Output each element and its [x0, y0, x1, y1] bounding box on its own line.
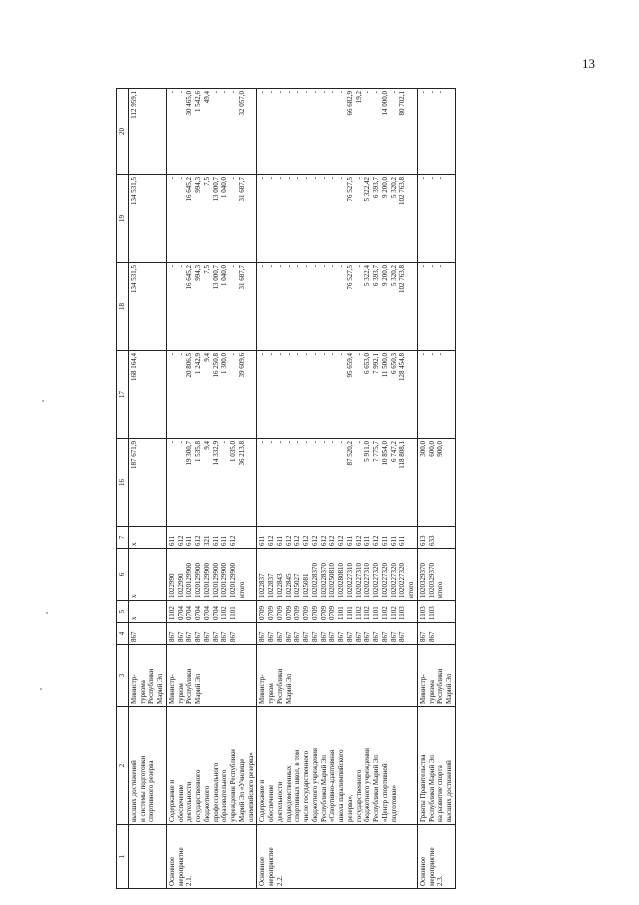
table-row	[417, 89, 455, 889]
cell-executor: Министр- туризма Республики Марий Эл	[417, 645, 455, 707]
cell-description: Содержание и обеспечение деятельности подведомственных спортивных школ, в том числе государственного бюджетного учреждения Республики Марий Эл «Спортивно-адаптивная школа паралимпийского резерва», государственного бюджетного учреждения Республики Марий Эл «Центр спортивной подготовки»	[257, 707, 418, 825]
cell-value: 112 959,1	[128, 89, 166, 175]
scan-speck	[40, 688, 42, 690]
cell-value: - - 19 300,7 1 535,8 9,4 14 332,9 - 1 035,0 36 213,8	[166, 439, 257, 527]
cell-expense-type: х	[128, 527, 166, 549]
cell-value: - - - - - - - - - - 87 520,2 - 5 911,0 7 775,7 10 854,0 6 747,2 118 808,1	[257, 439, 418, 527]
col-header: 19	[117, 175, 129, 263]
cell-expense-type: 611 612 611 612 321 611 611 612	[166, 527, 257, 549]
cell-executor: Министр- туризм Республики Марий Эл	[166, 645, 257, 707]
cell-value: - - 16 645,2 994,3 7,5 13 000,7 1 040,0 - 31 687,7	[166, 175, 257, 263]
col-header: 7	[117, 527, 129, 549]
cell-value: - - -	[417, 351, 455, 439]
cell-activity-number: Основное мероприятие 2.1.	[166, 825, 257, 889]
rotated-table-container	[116, 89, 554, 889]
header-row	[117, 89, 129, 889]
cell-value: 134 531,5	[128, 263, 166, 351]
cell-value: - - 16 645,2 994,3 7,5 13 000,7 1 040,0 - 31 687,7	[166, 263, 257, 351]
budget-table	[116, 88, 456, 889]
cell-target-article: 1022837 1022837 1022843 1022845 1025027 1025081 1020228370 1020228370 1020250810 1020280810 1020227310 1020227310 1020227310 1020227320 1020227320 1020227320 1020227320 итого	[257, 549, 418, 601]
cell-value: - - - - - - - - - - 66 682,9 19,2 - - 14 000,0 - 80 702,1	[257, 89, 418, 175]
cell-executor: Министр- туризм Республики Марий Эл	[257, 645, 418, 707]
cell-target-article: 1020329370 1020329370 итого	[417, 549, 455, 601]
cell-activity-number: Основное мероприятие 2.2.	[257, 825, 418, 889]
cell-description: Гранты Правительства Республики Марий Эл на развитие спорта высших достижений	[417, 707, 455, 825]
cell-value: - - - - - - - - - - 95 659,4 - 6 653,0 7 992,1 11 500,0 6 650,3 128 454,8	[257, 351, 418, 439]
cell-value: - - -	[417, 175, 455, 263]
table-row	[257, 89, 418, 889]
cell-expense-type: 611 612 611 612 612 612 612 612 612 612 611 612 611 612 611 611 611	[257, 527, 418, 549]
cell-value: - - -	[417, 89, 455, 175]
scan-speck	[46, 612, 48, 614]
cell-description: высших достижений и системы подготовки спортивного резерва	[128, 707, 166, 825]
cell-value: 134 531,5	[128, 175, 166, 263]
col-header: 20	[117, 89, 129, 175]
col-header: 4	[117, 623, 129, 645]
page-number: 13	[582, 56, 595, 71]
scan-speck	[42, 400, 44, 402]
cell-expense-type: 613 633	[417, 527, 455, 549]
col-header: 17	[117, 351, 129, 439]
cell-value: - - -	[417, 263, 455, 351]
cell-activity-number	[128, 825, 166, 889]
cell-grbs: 867	[128, 623, 166, 645]
cell-value: - - 30 465,0 1 542,6 49,4 - - - 32 057,0	[166, 89, 257, 175]
col-header: 1	[117, 825, 129, 889]
cell-section: 1102 0704 0704 0704 0704 0704 1102 1101	[166, 601, 257, 623]
cell-value: - - - - - - - - - - 76 527,5 - 5 322,4 6 393,7 9 200,0 5 320,2 102 763,8	[257, 263, 418, 351]
cell-target-article: 1022990 1022990 1020129900 1020129900 1020129900 1020129900 1020129900 1020129900 итого	[166, 549, 257, 601]
cell-value: - - - - - - - - - - 76 527,5 - 5 322,42 6 393,7 9 200,0 5 320,2 102 763,8	[257, 175, 418, 263]
cell-activity-number: Основное мероприятие 2.3.	[417, 825, 455, 889]
col-header: 18	[117, 263, 129, 351]
cell-section: 1103 1103	[417, 601, 455, 623]
cell-grbs: 867 867 867 867 867 867 867 867	[166, 623, 257, 645]
table-row	[128, 89, 166, 889]
cell-grbs: 867 867	[417, 623, 455, 645]
cell-target-article: х	[128, 549, 166, 601]
col-header: 3	[117, 645, 129, 707]
cell-description: Содержание и обеспечение деятельности государственного бюджетного профессионального образовательного учреждения Республики Марий Эл «Училище олимпийского резерва»	[166, 707, 257, 825]
cell-value: 168 164,4	[128, 351, 166, 439]
cell-value: 187 671,9	[128, 439, 166, 527]
col-header: 6	[117, 549, 129, 601]
cell-value: - - 20 806,5 1 242,9 9,4 16 250,8 1 300,0 - 39 609,6	[166, 351, 257, 439]
cell-section: х	[128, 601, 166, 623]
cell-section: 0709 0709 0709 0709 0709 0709 0709 0709 0709 1101 1101 1102 1102 1101 1102 1102 1103	[257, 601, 418, 623]
table-row	[166, 89, 257, 889]
cell-value: 300,0 600,0 900,0	[417, 439, 455, 527]
col-header: 16	[117, 439, 129, 527]
col-header: 2	[117, 707, 129, 825]
cell-grbs: 867 867 867 867 867 867 867 867 867 867 867 867 867 867 867 867 867	[257, 623, 418, 645]
col-header: 5	[117, 601, 129, 623]
cell-executor: Министр- туризма Республики Марий Эл	[128, 645, 166, 707]
